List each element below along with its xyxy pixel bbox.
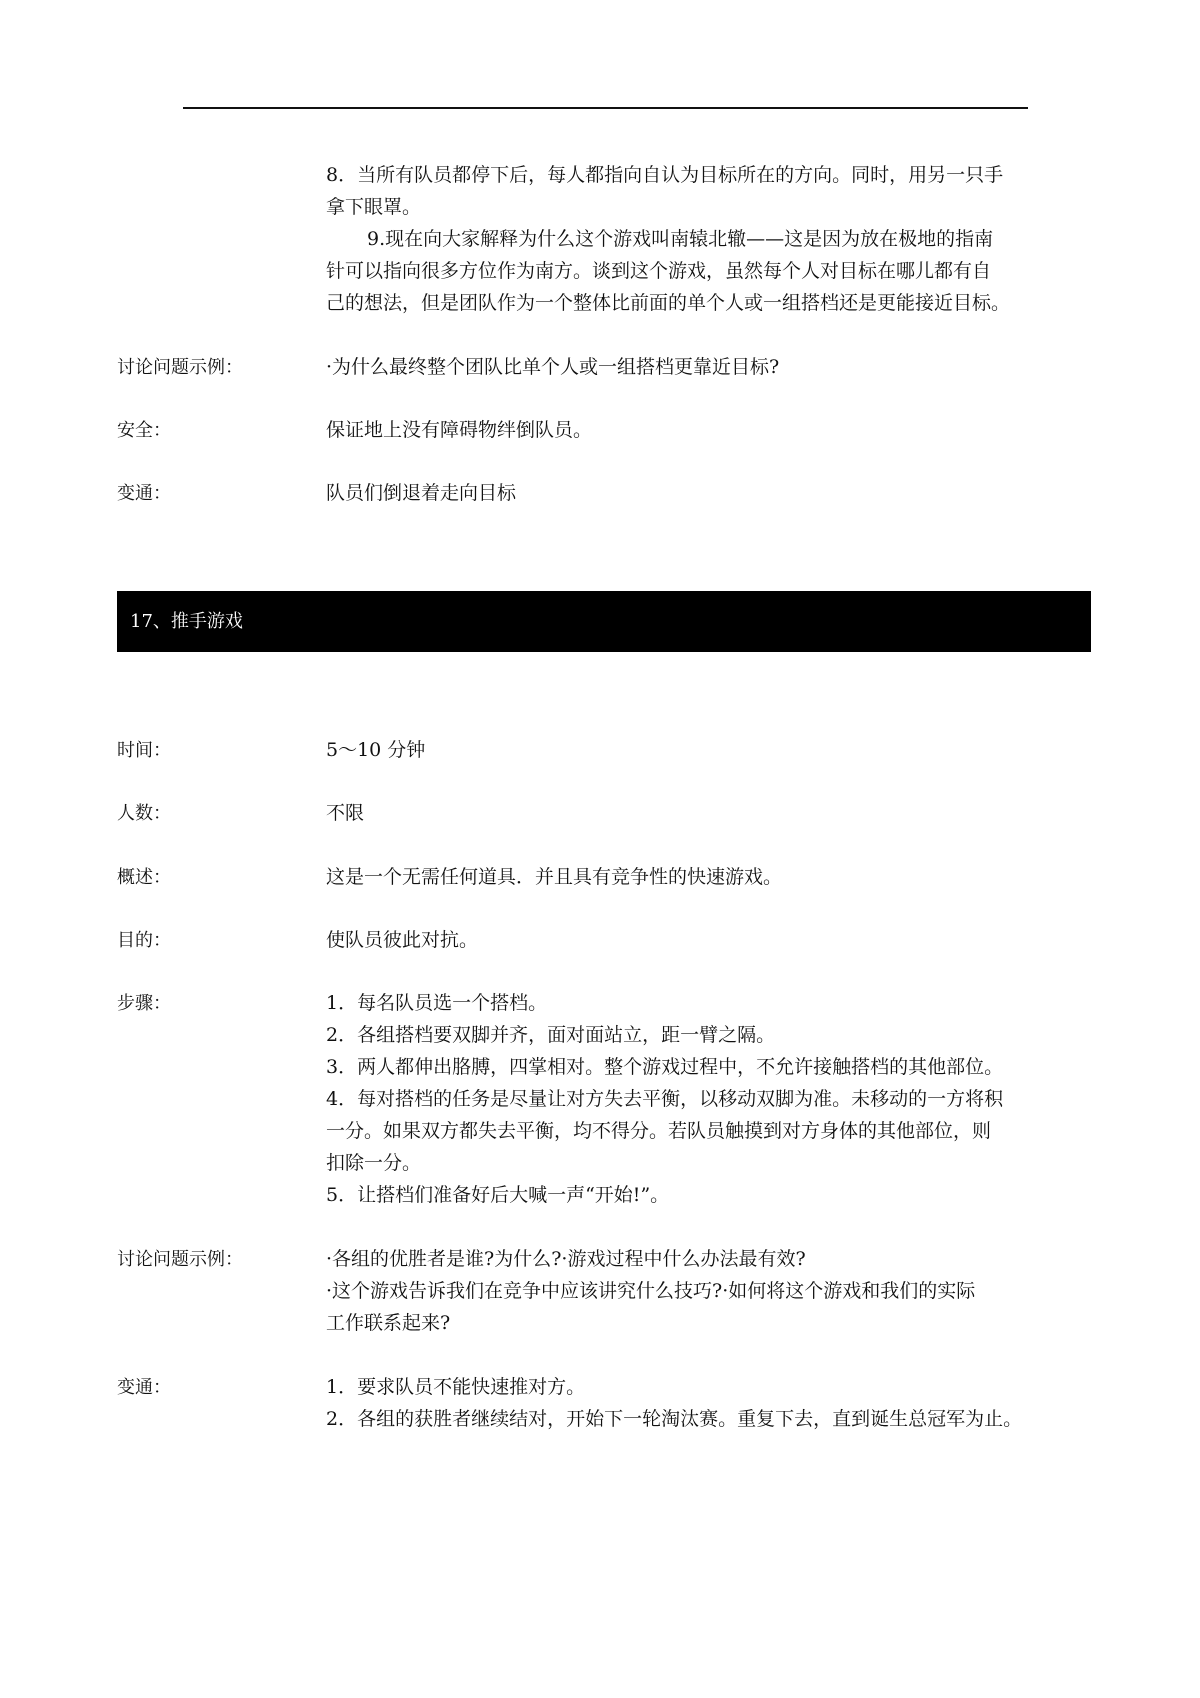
step-line: 1．每名队员选一个搭档。 [326, 992, 548, 1014]
people-value: 不限 [326, 802, 365, 824]
purpose-text: 使队员彼此对抗。 [326, 929, 479, 951]
time-label: 时间： [117, 740, 171, 761]
variation-line: 1．要求队员不能快速推对方。 [326, 1376, 586, 1398]
time-value: 5～10 分钟 [326, 739, 426, 761]
discussion-label: 讨论问题示例： [117, 1249, 243, 1270]
step-line: 一分。如果双方都失去平衡，均不得分。若队员触摸到对方身体的其他部位，则 [326, 1120, 992, 1142]
purpose-label: 目的： [117, 930, 171, 951]
overview-label: 概述： [117, 867, 171, 888]
variation-label: 变通： [117, 1377, 171, 1398]
step-line: 4．每对搭档的任务是尽量让对方失去平衡，以移动双脚为准。未移动的一方将积 [326, 1088, 1004, 1110]
header-rule [183, 107, 1028, 109]
prev-safety-label: 安全： [117, 420, 171, 441]
paragraph-step-9-cont-2: 己的想法，但是团队作为一个整体比前面的单个人或一组搭档还是更能接近目标。 [326, 292, 1011, 314]
section-title-bar [117, 591, 1091, 652]
discussion-line: ·各组的优胜者是谁?为什么?·游戏过程中什么办法最有效? [326, 1248, 806, 1270]
overview-text: 这是一个无需任何道具．并且具有竞争性的快速游戏。 [326, 866, 783, 888]
variation-list [326, 1371, 1022, 1435]
steps-label: 步骤： [117, 993, 171, 1014]
discussion-line: 工作联系起来? [326, 1312, 451, 1334]
paragraph-step-8: 8．当所有队员都停下后，每人都指向自认为目标所在的方向。同时，用另一只手 [326, 164, 1004, 186]
step-line: 3．两人都伸出胳膊，四掌相对。整个游戏过程中，不允许接触搭档的其他部位。 [326, 1056, 1004, 1078]
steps-list [326, 987, 1003, 1211]
people-label: 人数： [117, 803, 171, 824]
discussion-line: ·这个游戏告诉我们在竞争中应该讲究什么技巧?·如何将这个游戏和我们的实际 [326, 1280, 976, 1302]
section-title: 17、推手游戏 [130, 611, 243, 632]
step-line: 5．让搭档们准备好后大喊一声“开始!”。 [326, 1184, 670, 1206]
prev-variation-text: 队员们倒退着走向目标 [326, 482, 517, 504]
paragraph-step-8-cont: 拿下眼罩。 [326, 196, 422, 218]
paragraph-step-9-cont-1: 针可以指向很多方位作为南方。谈到这个游戏，虽然每个人对目标在哪儿都有自 [326, 260, 992, 282]
prev-discussion-label: 讨论问题示例： [117, 357, 243, 378]
paragraph-step-9: 9.现在向大家解释为什么这个游戏叫南辕北辙——这是因为放在极地的指南 [367, 228, 994, 250]
step-line: 扣除一分。 [326, 1152, 422, 1174]
step-line: 2．各组搭档要双脚并齐，面对面站立，距一臂之隔。 [326, 1024, 776, 1046]
prev-safety-text: 保证地上没有障碍物绊倒队员。 [326, 419, 593, 441]
discussion-list [326, 1243, 975, 1339]
prev-discussion-text: ·为什么最终整个团队比单个人或一组搭档更靠近目标? [326, 356, 780, 378]
prev-variation-label: 变通： [117, 483, 171, 504]
variation-line: 2．各组的获胜者继续结对，开始下一轮淘汰赛。重复下去，直到诞生总冠军为止。 [326, 1408, 1023, 1430]
